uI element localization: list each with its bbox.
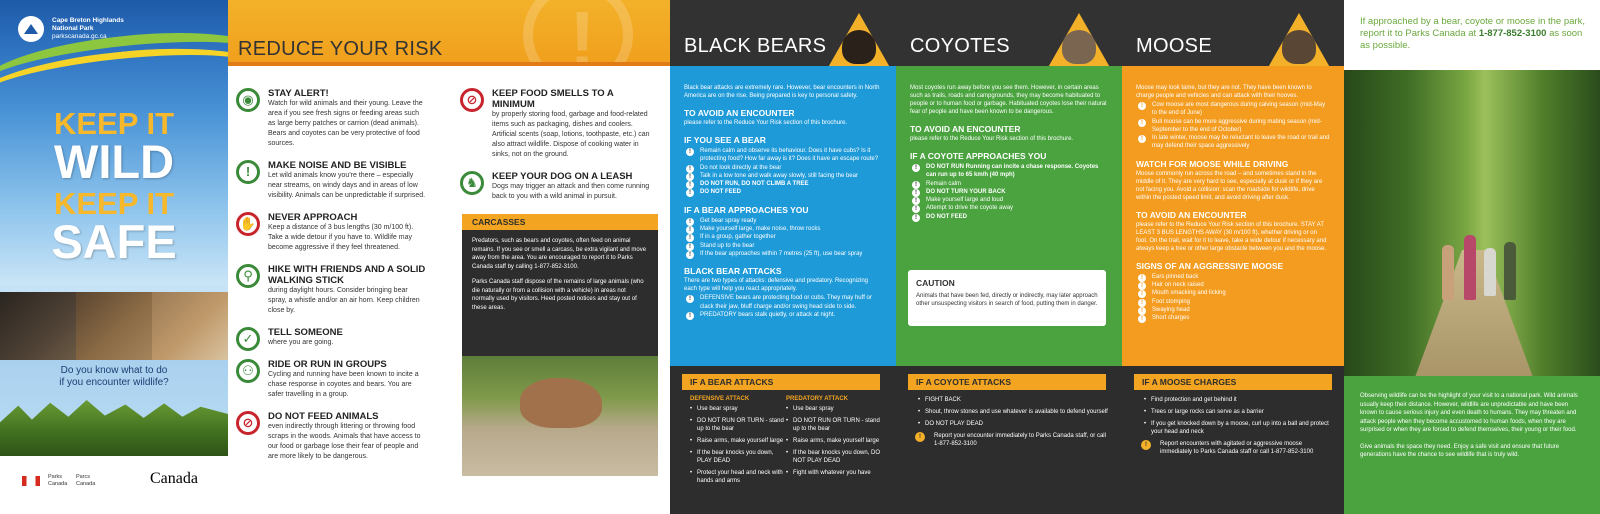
moose-avoid-text: please refer to the Reduce Your Risk section of this brochure. STAY AT LEAST 3 BUS LENGTHS AWAY (30 m/100 ft), whether driving or on foot. On the trail, wait for it to leave, take a wide detour if necessary and always keep a tree or other large obstacle between you and the moose. — [1136, 221, 1327, 252]
bears-avoid-ref: please refer to the Reduce Your Risk section of this brochure. — [684, 120, 848, 126]
report-phone: 1-877-852-3100 — [1478, 28, 1547, 39]
list-item: • Raise arms, make yourself large — [690, 437, 785, 445]
list-item: ! DO NOT TURN YOUR BACK — [910, 188, 1108, 196]
report-tail: as soon as possible. — [1360, 28, 1583, 51]
bears-intro: Black bear attacks are extremely rare. However, bear encounters in North America are on the rise. Being prepared is key to personal safety. — [684, 85, 880, 99]
wildlife-message-1: Observing wildlife can be the highlight of your visit to a national park. Wild animals usually keep their distance. However, wildlife are unpredictable and have been known to cause serious injury and even death to humans. They may threaten and attack people when they become accustomed to human foods, when they are surprised or when they are forced to defend themselves, their young or their food. — [1360, 393, 1578, 433]
moose-title: MOOSE — [1136, 35, 1212, 57]
list-item: ! DEFENSIVE bears are protecting food or cubs. They may huff or clack their jaw, bluff charge and/or swing head side to side. — [684, 294, 882, 311]
risk-item — [454, 88, 650, 160]
defensive-list — [690, 396, 785, 489]
headline-line2: WILD — [53, 135, 175, 188]
coyotes-avoid-ref: please refer to the Reduce Your Risk section of this brochure. — [910, 136, 1074, 142]
list-item: • DO NOT PLAY DEAD — [918, 420, 1108, 428]
bears-see-title: IF YOU SEE A BEAR — [684, 135, 766, 145]
moose-charge-box — [1122, 366, 1344, 514]
list-item: ! DO NOT RUN, DO NOT CLIMB A TREE — [684, 180, 882, 188]
cover-question-line1: Do you know what to do — [60, 365, 168, 376]
list-item: ! In late winter, moose may be reluctant to leave the road or trail and may defend their space aggressively — [1136, 134, 1330, 151]
animal-photos — [0, 292, 228, 360]
moose-driving-title: WATCH FOR MOOSE WHILE DRIVING — [1136, 158, 1289, 169]
coyotes-approach-list — [910, 163, 1108, 221]
reduce-title: REDUCE YOUR RISK — [238, 38, 443, 60]
checkmark-icon: ✓ — [236, 327, 260, 351]
bears-attack-box — [670, 366, 896, 514]
park-web: parkscanada.gc.ca — [52, 33, 107, 40]
defensive-title: DEFENSIVE ATTACK — [690, 396, 750, 402]
report-callout — [1344, 0, 1600, 70]
report-text-wrap — [1360, 16, 1588, 52]
bears-attacks-header: IF A BEAR ATTACKS — [682, 374, 880, 390]
risk-item — [230, 160, 426, 201]
coyotes-approach-title: IF A COYOTE APPROACHES YOU — [910, 151, 1047, 161]
list-item: • Fight with whatever you have — [786, 469, 886, 477]
eye-icon: ◉ — [236, 88, 260, 112]
bears-attack-types — [684, 294, 882, 319]
coyote-attack-list — [918, 396, 1108, 452]
headline-line3: KEEP IT — [53, 186, 175, 221]
list-item: ! Ears pinned back — [1136, 273, 1330, 281]
risk-title: HIKE WITH FRIENDS AND A SOLID WALKING STICK — [268, 264, 426, 286]
exclamation-icon: ! — [236, 160, 260, 184]
risk-text: Cycling and running have been known to incite a chase response in coyotes and bears. You are safer travelling in a group. — [268, 371, 419, 398]
cover-panel — [0, 0, 228, 514]
list-item: ! Remain calm and observe its behaviour. Does it have cubs? Is it protecting food? How far away is it? Does it have an escape route? — [684, 147, 882, 164]
predatory-title: PREDATORY ATTACK — [786, 396, 849, 402]
risk-title: NEVER APPROACH — [268, 212, 358, 223]
bears-attacks-intro: There are two types of attacks: defensive and predatory. Recognizing each type will help you react appropriately. — [684, 278, 868, 293]
risk-text: Let wild animals know you're there – especially near streams, on windy days and in areas of low visibility. Animals can be unpredictable if surprised. — [268, 172, 426, 199]
risk-title: DO NOT FEED ANIMALS — [268, 411, 379, 422]
headline-line4: SAFE — [51, 215, 177, 268]
final-panel — [1344, 0, 1600, 514]
risk-item — [230, 411, 426, 462]
predatory-list — [786, 396, 886, 481]
risk-text: Keep a distance of 3 bus lengths (30 m/100 ft). Take a wide detour if you have to. Wildlife may become aggressive if they feel threatened. — [268, 224, 414, 251]
no-food-smell-icon: ⊘ — [460, 88, 484, 112]
headline-line1: KEEP IT — [53, 106, 175, 141]
list-item: ! Hair on neck raised — [1136, 281, 1330, 289]
stop-hand-icon: ✋ — [236, 212, 260, 236]
bicycle-icon: ⚇ — [236, 359, 260, 383]
list-item: ! Talk in a low tone and walk away slowly, still facing the bear — [684, 172, 882, 180]
moose-intro-list — [1136, 101, 1330, 151]
hiker-figure — [1464, 235, 1476, 300]
risk-text: by properly storing food, garbage and food-related items such as packaging, dishes and coolers. Artificial scents (soap, lotions, toothpaste, etc.) can also attract wildlife. Dispose of cooking water in sinks, not on the ground. — [492, 111, 650, 158]
pc-en-1: Parks — [48, 474, 63, 480]
moose-charges-header: IF A MOOSE CHARGES — [1134, 374, 1332, 390]
list-item: ! Stand up to the bear — [684, 242, 882, 250]
risk-column-right — [454, 88, 650, 213]
moose-charge-list — [1144, 396, 1334, 460]
forest-image — [0, 400, 228, 456]
coyote-figure — [520, 378, 602, 428]
coyotes-body — [896, 66, 1122, 366]
bears-title: BLACK BEARS — [684, 35, 827, 57]
pc-en-2: Canada — [48, 480, 68, 487]
coyote-photo — [152, 292, 228, 360]
caution-box — [908, 270, 1106, 326]
moose-signs-title: SIGNS OF AN AGGRESSIVE MOOSE — [1136, 260, 1284, 271]
list-item: • Use bear spray — [786, 405, 886, 413]
exclamation-watermark-icon — [523, 0, 633, 90]
wildlife-message — [1344, 376, 1600, 514]
risk-item — [230, 359, 426, 400]
bear-photo — [0, 292, 76, 360]
list-item: ! Make yourself large and loud — [910, 196, 1108, 204]
list-item: ! Foot stomping — [1136, 298, 1330, 306]
list-item: • If you get knocked down by a moose, curl up into a ball and protect your head and neck — [1144, 420, 1334, 436]
risk-column-left — [230, 88, 426, 473]
list-item: ! Get bear spray ready — [684, 217, 882, 225]
list-item: ! If in a group, gather together — [684, 233, 882, 241]
risk-title: RIDE OR RUN IN GROUPS — [268, 359, 387, 370]
dog-leash-icon: ♞ — [460, 171, 484, 195]
list-item: ! If the bear approaches within 7 metres (25 ft), use bear spray — [684, 250, 882, 258]
list-item: ! Bull moose can be more aggressive during mating season (mid-September to the end of October) — [1136, 118, 1330, 135]
coyotes-title: COYOTES — [910, 35, 1010, 57]
risk-title: TELL SOMEONE — [268, 327, 343, 338]
hiker-icon: ⚲ — [236, 264, 260, 288]
list-item: ! DO NOT FEED — [684, 188, 882, 196]
list-item: • Find protection and get behind it — [1144, 396, 1334, 404]
moose-body — [1122, 66, 1344, 366]
list-item: • Protect your head and neck with hands and arms — [690, 469, 785, 485]
canada-wordmark: Canada — [150, 470, 198, 487]
moose-photo — [76, 292, 152, 360]
risk-item — [230, 327, 426, 348]
bears-see-list — [684, 147, 882, 197]
list-item: ! Mouth smacking and licking — [1136, 289, 1330, 297]
bears-attacks-title: BLACK BEAR ATTACKS — [684, 266, 782, 277]
caution-title: CAUTION — [916, 278, 955, 288]
list-item: • DO NOT RUN OR TURN - stand up to the bear — [690, 417, 785, 433]
moose-signs-list — [1136, 273, 1330, 323]
list-item: • If the bear knocks you down, PLAY DEAD — [690, 449, 785, 465]
moose-face-icon — [1282, 30, 1316, 64]
no-feeding-icon: ⊘ — [236, 411, 260, 435]
coyote-face-icon — [1062, 30, 1096, 64]
risk-text: during daylight hours. Consider bringing bear spray, a whistle and/or an air horn. Keep children close by. — [268, 287, 420, 314]
park-name-line1: Cape Breton Highlands — [52, 17, 124, 24]
coyotes-attack-box — [896, 366, 1122, 514]
list-item: ! Remain calm — [910, 180, 1108, 188]
wildlife-message-2: Give animals the space they need. Enjoy a safe visit and ensure that future generations have the chance to see wildlife that is truly wild. — [1360, 443, 1560, 458]
coyotes-avoid-title: TO AVOID AN ENCOUNTER — [910, 124, 1021, 134]
list-item: ! Make yourself large, make noise, throw rocks — [684, 225, 882, 233]
list-item: ! Do not look directly at the bear — [684, 164, 882, 172]
risk-text: even indirectly through littering or throwing food scraps in the woods. Animals that have access to our food or garbage lose their fear of people and are more likely to be dangerous. — [268, 423, 421, 460]
cover-question — [0, 365, 228, 389]
park-name-line2: National Park — [52, 25, 94, 32]
risk-title: STAY ALERT! — [268, 88, 329, 99]
caution-text: Animals that have been fed, directly or indirectly, may later approach other unsuspecting visitors in search of food, putting them in danger. — [916, 293, 1098, 307]
bears-approach-title: IF A BEAR APPROACHES YOU — [684, 204, 809, 215]
park-name — [52, 17, 124, 41]
hiker-figure — [1504, 242, 1516, 300]
list-item: • Use bear spray — [690, 405, 785, 413]
list-item: • Trees or large rocks can serve as a barrier — [1144, 408, 1334, 416]
list-item: ! Cow moose are most dangerous during calving season (mid-May to the end of June) — [1136, 101, 1330, 118]
list-item: • FIGHT BACK — [918, 396, 1108, 404]
risk-item — [454, 171, 650, 202]
coyote-report-note: ! Report your encounter immediately to Parks Canada staff, or call 1-877-852-3100 — [918, 432, 1108, 448]
reduce-risk-panel — [228, 0, 670, 514]
park-logo-icon — [18, 16, 44, 42]
list-item: ! PREDATORY bears stalk quietly, or attack at night. — [684, 311, 882, 319]
moose-header — [1122, 0, 1344, 66]
list-item: ! Swaying head — [1136, 306, 1330, 314]
hikers-trail-image — [1344, 70, 1600, 376]
list-item: • Raise arms, make yourself large — [786, 437, 886, 445]
bears-header — [670, 0, 896, 66]
carcasses-title: CARCASSES — [462, 214, 658, 230]
risk-item — [230, 264, 426, 316]
carcasses-box — [462, 214, 658, 476]
pc-fr-2: Canada — [76, 480, 96, 487]
carcasses-text-2: Parks Canada staff dispose of the remains of large animals (who die naturally or from a collision with a vehicle) in areas not normally used by visitors. Heed posted notices and stay out of these areas. — [472, 279, 644, 311]
coyotes-attacks-header: IF A COYOTE ATTACKS — [908, 374, 1106, 390]
canada-flag-icon — [22, 476, 40, 486]
risk-title: MAKE NOISE AND BE VISIBLE — [268, 160, 407, 171]
bear-face-icon — [842, 30, 876, 64]
list-item: • If the bear knocks you down, DO NOT PLAY DEAD — [786, 449, 886, 465]
bears-avoid-title: TO AVOID AN ENCOUNTER — [684, 108, 795, 118]
coyote-image — [462, 356, 658, 476]
moose-report-note: ! Report encounters with agitated or aggressive moose immediately to Parks Canada staff or call 1-877-852-3100 — [1144, 440, 1334, 456]
list-item: ! Attempt to drive the coyote away — [910, 204, 1108, 212]
hiker-figure — [1484, 248, 1496, 296]
list-item: ! DO NOT RUN Running can incite a chase response. Coyotes can run up to 65 km/h (40 mph) — [910, 163, 1108, 180]
moose-avoid-title: TO AVOID AN ENCOUNTER — [1136, 209, 1247, 220]
risk-item — [230, 88, 426, 149]
bears-body — [670, 66, 896, 366]
moose-intro: Moose may look tame, but they are not. They have been known to charge people and vehicles and can attack with their hooves. — [1136, 85, 1312, 99]
list-item: • Shout, throw stones and use whatever is available to defend yourself — [918, 408, 1108, 416]
coyotes-intro: Most coyotes run away before you see them. However, in certain areas such as trails, roads and campgrounds, they may become habituated to people or to human food or garbage. Habituated coyotes lose their natural fear of people and have been known to be dangerous. — [910, 85, 1107, 115]
risk-title: KEEP YOUR DOG ON A LEASH — [492, 171, 633, 182]
report-text: If approached by a bear, coyote or moose in the park, report it to Parks Canada at — [1360, 16, 1585, 39]
coyotes-header — [896, 0, 1122, 66]
list-item: ! DO NOT FEED — [910, 213, 1108, 221]
risk-text: Dogs may trigger an attack and then come running back to you with a wild animal in pursuit. — [492, 183, 650, 200]
risk-text: Watch for wild animals and their young. Leave the area if you see fresh signs or feeding areas such as large berry patches or carrion (dead animals). Bears and coyotes can be very protective of food sources. — [268, 100, 423, 147]
hiker-figure — [1442, 245, 1454, 300]
cover-question-line2: if you encounter wildlife? — [59, 377, 169, 388]
bears-approach-list — [684, 217, 882, 258]
risk-item — [230, 212, 426, 253]
pc-fr-1: Parcs — [76, 474, 91, 480]
moose-driving-text: Moose commonly run across the road – and sometimes stand in the middle of it. They are very hard to see, especially at dusk or if they are not facing you. Avoid a collision: scan the roadside for wildlife, drive within the posted speed limit, and avoid driving after dusk. — [1136, 170, 1323, 201]
parks-canada-en — [48, 474, 67, 487]
parks-canada-fr — [76, 474, 95, 487]
risk-text: where you are going. — [268, 339, 334, 346]
risk-title: KEEP FOOD SMELLS TO A MINIMUM — [492, 88, 614, 110]
list-item: • DO NOT RUN OR TURN - stand up to the bear — [786, 417, 886, 433]
carcasses-text-1: Predators, such as bears and coyotes, often feed on animal remains. If you see or smell a carcass, be extra vigilant and move away from the area. You are encouraged to report it to Parks Canada staff by calling 1-877-852-3100. — [472, 238, 647, 270]
list-item: ! Short charges — [1136, 314, 1330, 322]
